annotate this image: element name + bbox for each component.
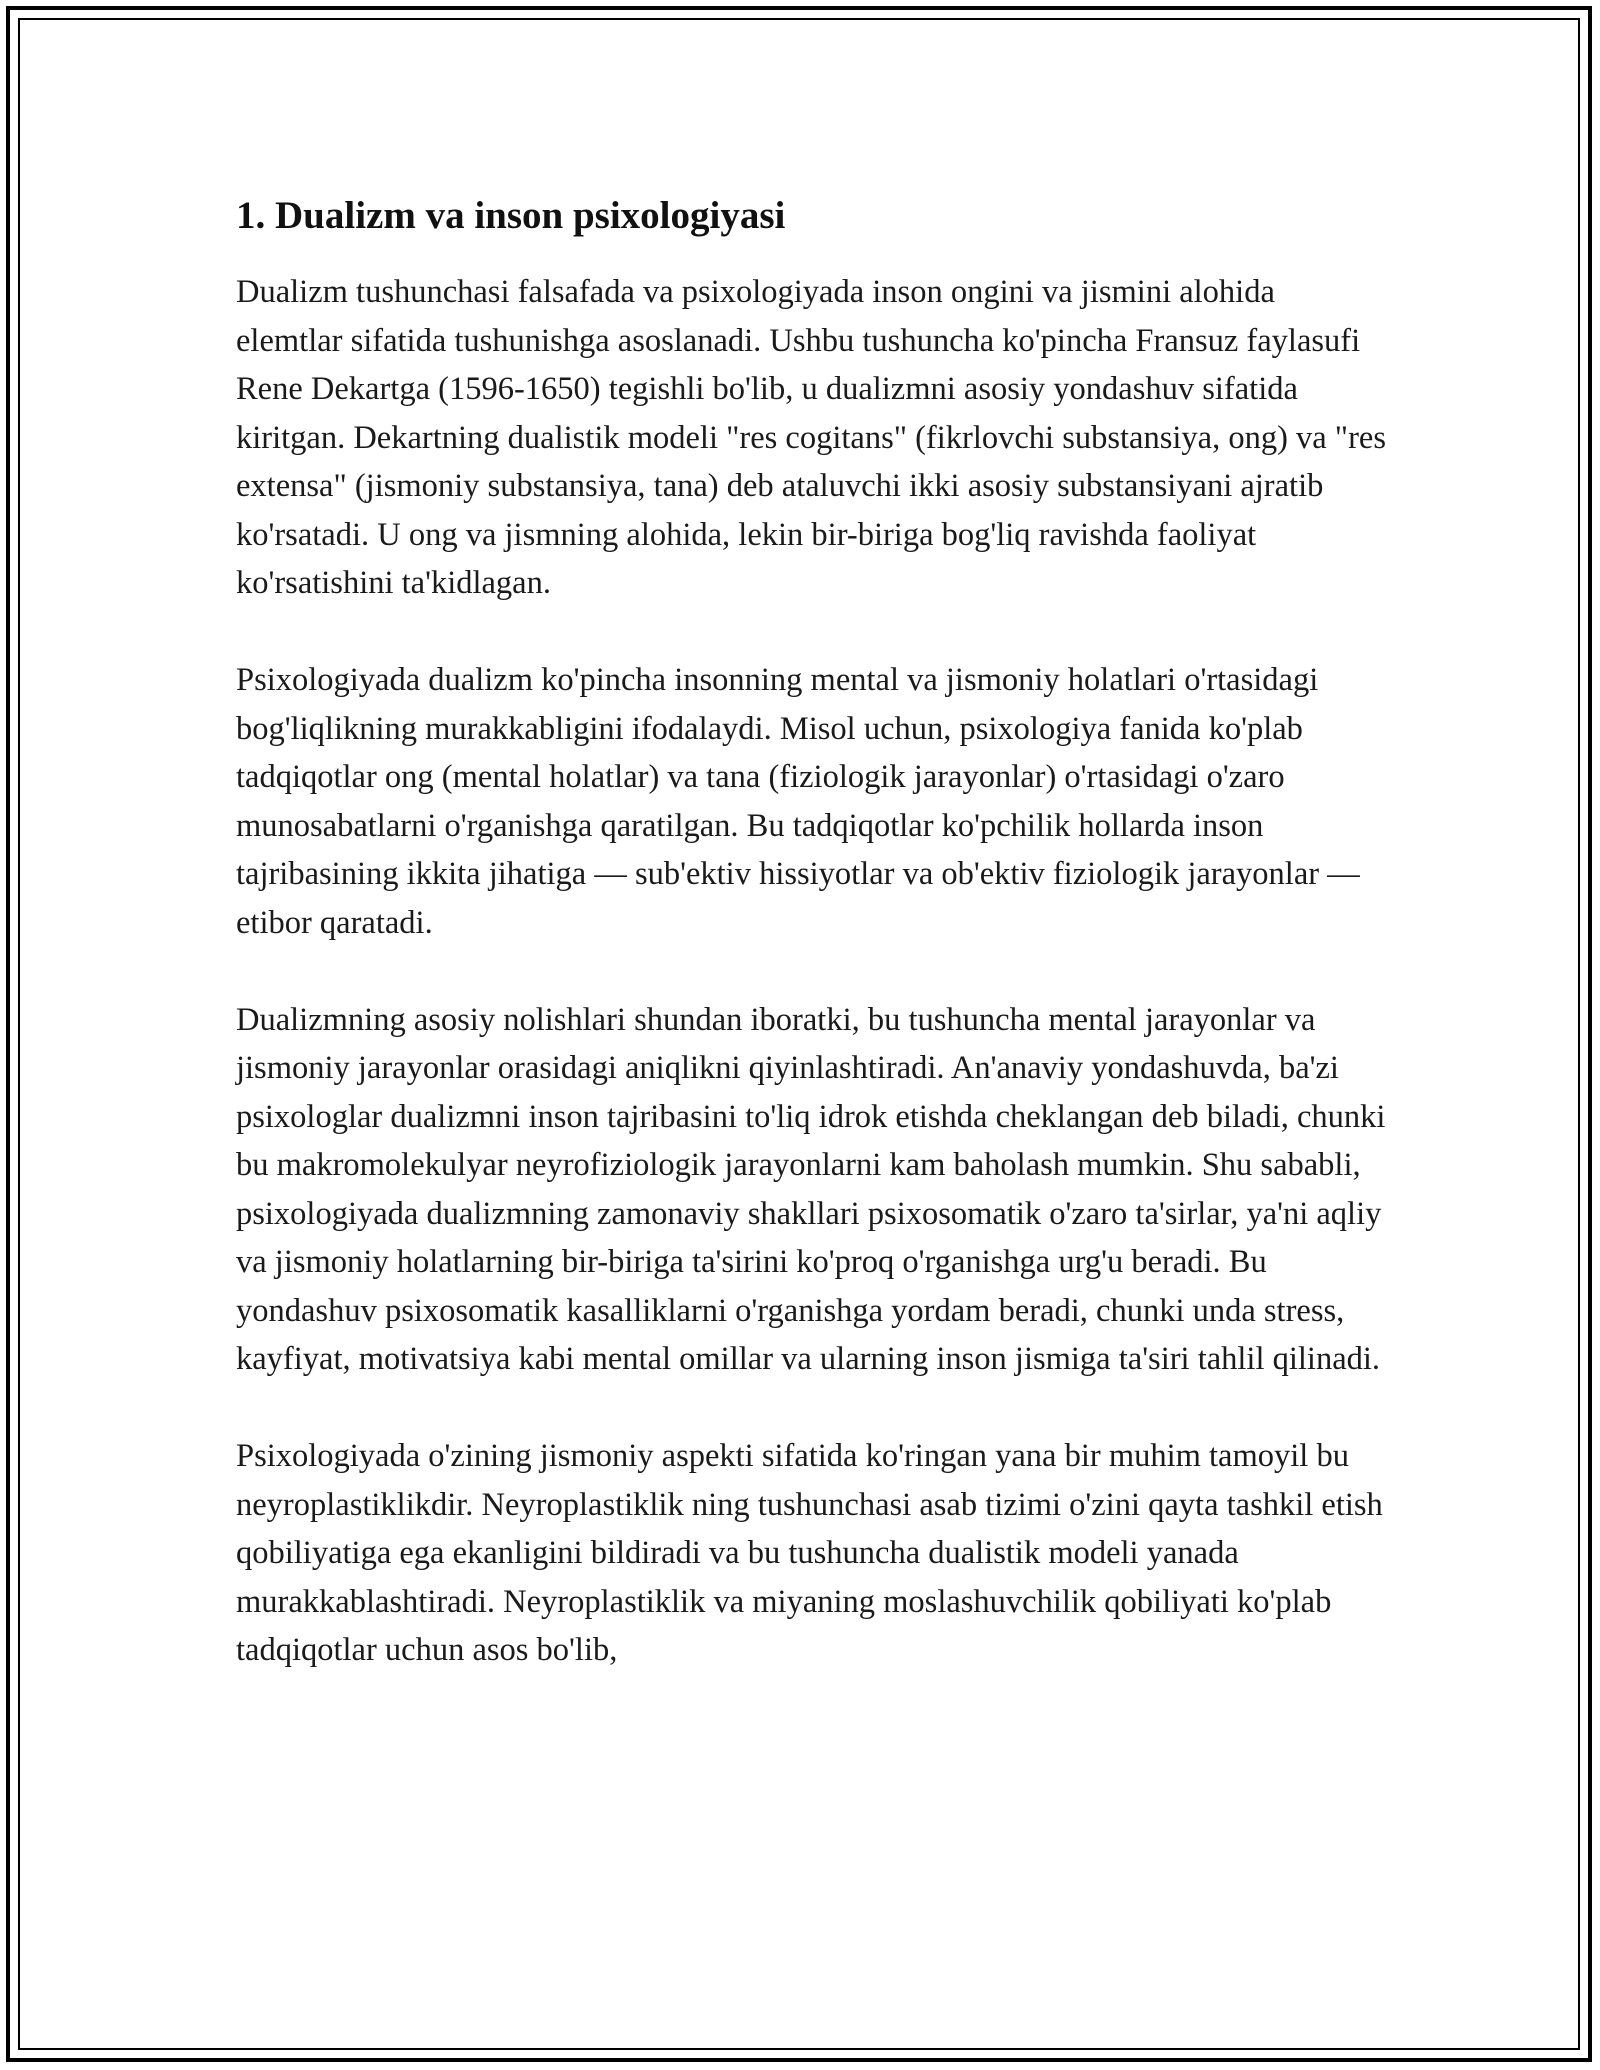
paragraph-1: Dualizm tushunchasi falsafada va psixologiyada inson ongini va jismini alohida elemtlar sifatida tushunishga asoslanadi. Ushbu tushuncha ko'pincha Fransuz faylasufi Rene Dekartga (1596-1650) tegishli bo'lib, u dualizmni asosiy yondashuv sifatida kiritgan. Dekartning dualistik modeli "res cogitans" (fikrlovchi substansiya, ong) va "res extensa" (jismoniy substansiya, tana) deb ataluvchi ikki asosiy substansiyani ajratib ko'rsatadi. U ong va jismning alohida, lekin bir-biriga bog'liq ravishda faoliyat ko'rsatishini ta'kidlagan. <box>236 274 1386 601</box>
paragraph-2: Psixologiyada dualizm ko'pincha insonning mental va jismoniy holatlari o'rtasidagi bog'liqlikning murakkabligini ifodalaydi. Misol uchun, psixologiya fanida ko'plab tadqiqotlar ong (mental holatlar) va tana (fiziologik jarayonlar) o'rtasidagi o'zaro munosabatlarni o'rganishga qaratilgan. Bu tadqiqotlar ko'pchilik hollarda inson tajribasining ikkita jihatiga — sub'ektiv hissiyotlar va ob'ektiv fiziologik jarayonlar — etibor qaratadi. <box>236 662 1360 941</box>
paragraph-3: Dualizmning asosiy nolishlari shundan iboratki, bu tushuncha mental jarayonlar va jismoniy jarayonlar orasidagi aniqlikni qiyinlashtiradi. An'anaviy yondashuvda, ba'zi psixologlar dualizmni inson tajribasini to'liq idrok etishda cheklangan deb biladi, chunki bu makromolekulyar neyrofiziologik jarayonlarni kam baholash mumkin. Shu sababli, psixologiyada dualizmning zamonaviy shakllari psixosomatik o'zaro ta'sirlar, ya'ni aqliy va jismoniy holatlarning bir-biriga ta'sirini ko'proq o'rganishga urg'u beradi. Bu yondashuv psixosomatik kasalliklarni o'rganishga yordam beradi, chunki unda stress, kayfiyat, motivatsiya kabi mental omillar va ularning inson jismiga ta'siri tahlil qilinadi. <box>236 1001 1386 1377</box>
paragraph-4: Psixologiyada o'zining jismoniy aspekti sifatida ko'ringan yana bir muhim tamoyil bu neyroplastiklikdir. Neyroplastiklik ning tushunchasi asab tizimi o'zini qayta tashkil etish qobiliyatiga ega ekanligini bildiradi va bu tushuncha dualistik modeli yanada murakkablashtiradi. Neyroplastiklik va miyaning moslashuvchilik qobiliyati ko'plab tadqiqotlar uchun asos bo'lib, <box>236 1438 1383 1668</box>
document-body <box>236 190 1386 1723</box>
section-heading: 1. Dualizm va inson psixologiyasi <box>236 194 786 237</box>
